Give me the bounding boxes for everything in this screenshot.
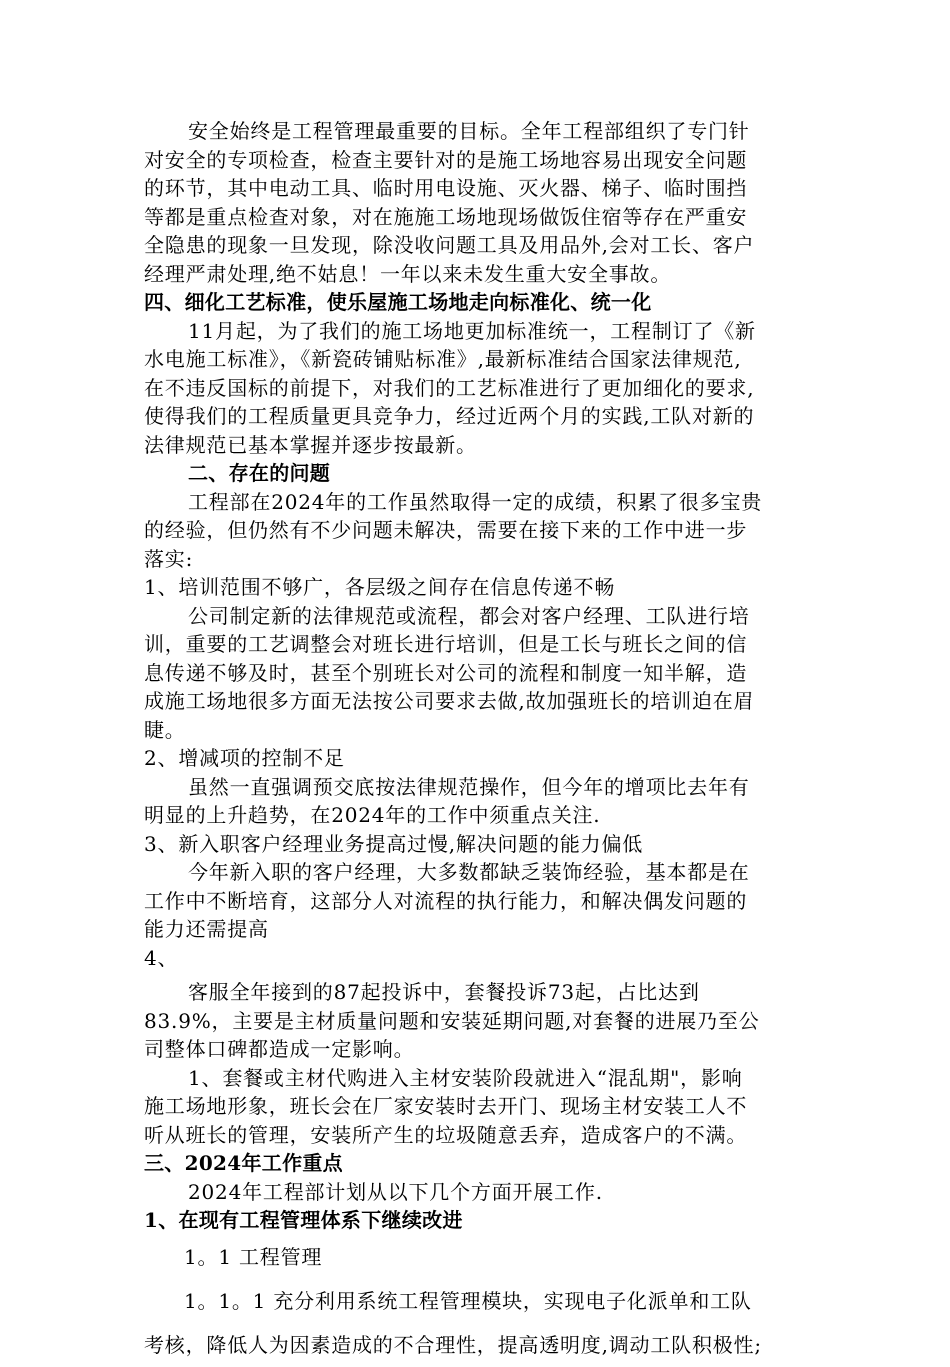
paragraph-line: 11月起，为了我们的施工场地更加标准统一，工程制订了《新 [188,318,756,343]
subheading-line: 3、新入职客户经理业务提高过慢,解决问题的能力偏低 [144,831,644,856]
paragraph-line: 1。1。1 充分利用系统工程管理模块，实现电子化派单和工队 [184,1288,752,1313]
paragraph-line: 83.9%，主要是主材质量问题和安装延期问题,对套餐的进展乃至公 [144,1008,760,1033]
paragraph-line: 在不违反国标的前提下，对我们的工艺标准进行了更加细化的要求, [144,375,755,400]
paragraph-line: 司整体口碑都造成一定影响。 [144,1037,415,1061]
subheading-line: 2、增减项的控制不足 [144,746,345,770]
paragraph-line: 经理严肃处理,绝不姑息！一年以来未发生重大安全事故。 [144,261,672,286]
paragraph-line: 工程部在2024年的工作虽然取得一定的成绩，积累了很多宝贵 [188,489,763,514]
paragraph-line: 工作中不断培育，这部分人对流程的执行能力，和解决偶发问题的 [144,888,748,913]
paragraph-line: 安全始终是工程管理最重要的目标。全年工程部组织了专门针 [188,119,750,143]
paragraph-line: 施工场地形象，班长会在厂家安装时去开门、现场主材安装工人不 [144,1094,748,1118]
paragraph-line: 听从班长的管理，安装所产生的垃圾随意丢弃，造成客户的不满。 [144,1122,748,1147]
paragraph-line: 睫。 [144,717,186,742]
paragraph-line: 虽然一直强调预交底按法律规范操作，但今年的增项比去年有 [188,774,750,799]
paragraph-line: 的环节，其中电动工具、临时用电设施、灭火器、梯子、临时围挡 [144,176,748,200]
paragraph-line: 1。1 工程管理 [184,1244,323,1269]
paragraph-line: 对安全的专项检查，检查主要针对的是施工场地容易出现安全问题 [144,147,748,172]
paragraph-line: 息传递不够及时，甚至个别班长对公司的流程和制度一知半解，造 [144,660,748,685]
subheading-line: 1、培训范围不够广，各层级之间存在信息传递不畅 [144,575,616,599]
paragraph-line: 成施工场地很多方面无法按公司要求去做,故加强班长的培训迫在眉 [144,689,755,713]
document-body [144,117,808,1367]
paragraph-line: 考核，降低人为因素造成的不合理性，提高透明度,调动工队积极性; [144,1332,762,1357]
section-heading: 1、在现有工程管理体系下继续改进 [144,1208,463,1232]
paragraph-line: 2024年工程部计划从以下几个方面开展工作. [188,1179,603,1204]
section-heading: 四、细化工艺标准，使乐屋施工场地走向标准化、统一化 [144,290,652,314]
paragraph-line: 训，重要的工艺调整会对班长进行培训，但是工长与班长之间的信 [144,632,748,656]
paragraph-line: 1、套餐或主材代购进入主材安装阶段就进入“混乱期"，影响 [188,1065,743,1090]
paragraph-line: 公司制定新的法律规范或流程，都会对客户经理、工队进行培 [188,603,750,628]
paragraph-line: 法律规范已基本掌握并逐步按最新。 [144,432,477,457]
section-heading: 二、存在的问题 [188,461,331,485]
paragraph-line: 能力还需提高 [144,917,269,941]
paragraph-line: 等都是重点检查对象，对在施施工场地现场做饭住宿等存在严重安 [144,204,748,229]
paragraph-line: 明显的上升趋势，在2024年的工作中须重点关注. [144,803,601,827]
section-heading: 三、2024年工作重点 [144,1151,343,1175]
subheading-line: 4、 [144,945,179,970]
paragraph-line: 水电施工标准》，《新瓷砖铺贴标准》,最新标准结合国家法律规范, [144,347,742,371]
paragraph-line: 使得我们的工程质量更具竞争力，经过近两个月的实践,工队对新的 [144,404,755,428]
paragraph-line: 落实: [144,546,194,571]
paragraph-line: 全隐患的现象一旦发现，除没收问题工具及用品外,会对工长、客户 [144,233,755,257]
paragraph-line: 的经验，但仍然有不少问题未解决，需要在接下来的工作中进一步 [144,518,748,542]
paragraph-line: 今年新入职的客户经理，大多数都缺乏装饰经验，基本都是在 [188,860,750,884]
paragraph-line: 客服全年接到的87起投诉中，套餐投诉73起，占比达到 [188,980,700,1004]
